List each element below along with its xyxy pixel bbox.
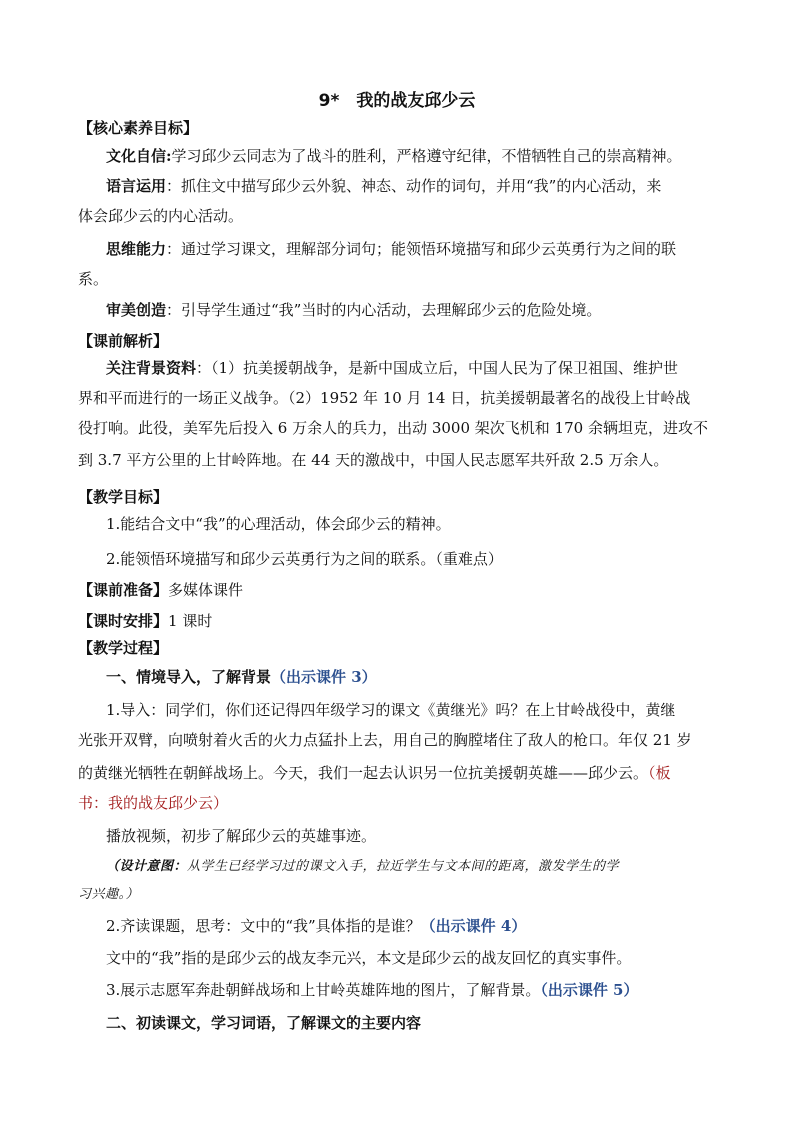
step-title: 一、情境导入，了解背景 — [106, 668, 272, 686]
heading-prep: 【课前准备】 — [78, 581, 169, 599]
question-two — [106, 916, 718, 936]
core-goal-language — [106, 176, 718, 196]
design-intent-text: 从学生已经学习过的课文入手，拉近学生与文本间的距离，激发学生的学 — [187, 859, 620, 874]
board-note-open: （板 — [648, 764, 671, 782]
intro-line: 光张开双臂，向喷射着火舌的火力点猛扑上去，用自己的胸膛堵住了敌人的枪口。年仅 21 岁 — [78, 731, 692, 749]
pre-analysis-line: 到 3.7 平方公里的上甘岭阵地。在 44 天的激战中，中国人民志愿军共歼敌 2.5 万余人。 — [78, 451, 669, 469]
core-goal-language-cont: 体会邱少云的内心活动。 — [78, 207, 244, 225]
teaching-goal-item: 2.能领悟环境描写和邱少云英勇行为之间的联系。（重难点） — [106, 550, 503, 568]
heading-process: 【教学过程】 — [78, 639, 169, 657]
question-text: 2.齐读课题，思考：文中的“我”具体指的是谁？ — [106, 917, 421, 935]
heading-schedule: 【课时安排】 — [78, 612, 169, 630]
teaching-goal-item: 1.能结合文中“我”的心理活动，体会邱少云的精神。 — [106, 515, 451, 533]
schedule-value: 1 课时 — [168, 612, 213, 630]
core-goal-label: 审美创造 — [106, 301, 167, 319]
schedule-line — [78, 611, 718, 631]
prep-value: 多媒体课件 — [168, 581, 244, 599]
intro-text: 的黄继光牺牲在朝鲜战场上。今天，我们一起去认识另一位抗美援朝英雄——邱少云。 — [78, 764, 649, 782]
slide-tag: （出示课件 3） — [271, 668, 377, 686]
core-goal-culture — [106, 146, 718, 166]
pre-analysis-text: ：（1）抗美援朝战争，是新中国成立后，中国人民为了保卫祖国、维护世 — [196, 359, 679, 377]
item-text: 3.展示志愿军奔赴朝鲜战场和上甘岭英雄阵地的图片，了解背景。 — [106, 981, 541, 999]
heading-pre-analysis: 【课前解析】 — [78, 332, 169, 350]
heading-core-goals: 【核心素养目标】 — [78, 119, 199, 137]
slide-tag: （出示课件 4） — [420, 917, 527, 935]
item-three — [106, 980, 718, 1000]
core-goal-aesthetic — [106, 300, 718, 320]
core-goal-label: 文化自信: — [106, 147, 172, 165]
answer-two: 文中的“我”指的是邱少云的战友李元兴，本文是邱少云的战友回忆的真实事件。 — [106, 949, 632, 967]
board-note-close: 书：我的战友邱少云） — [78, 794, 229, 812]
pre-analysis-line: 界和平而进行的一场正义战争。（2）1952 年 10 月 14 日，抗美援朝最著名的战役上甘岭战 — [78, 389, 691, 407]
design-intent-label: （设计意图： — [106, 859, 188, 874]
video-line: 播放视频，初步了解邱少云的英雄事迹。 — [106, 827, 377, 845]
core-goal-thinking-cont: 系。 — [78, 270, 109, 288]
core-goal-text: ：抓住文中描写邱少云外貌、神态、动作的词句，并用“我”的内心活动，来 — [166, 177, 662, 195]
core-goal-label: 思维能力 — [106, 240, 167, 258]
pre-analysis-line — [106, 358, 718, 378]
intro-line: 1.导入：同学们，你们还记得四年级学习的课文《黄继光》吗？在上甘岭战役中，黄继 — [106, 701, 676, 719]
design-intent — [106, 857, 746, 877]
core-goal-text: ：引导学生通过“我”当时的内心活动，去理解邱少云的危险处境。 — [166, 301, 602, 319]
step-two: 二、初读课文，学习词语，了解课文的主要内容 — [106, 1014, 422, 1032]
slide-tag: （出示课件 5） — [540, 981, 639, 999]
prep-line — [78, 580, 718, 600]
core-goal-text: 学习邱少云同志为了战斗的胜利，严格遵守纪律，不惜牺牲自己的崇高精神。 — [171, 147, 682, 165]
core-goal-thinking — [106, 239, 718, 259]
heading-teaching-goals: 【教学目标】 — [78, 488, 169, 506]
core-goal-label: 语言运用 — [106, 177, 167, 195]
pre-analysis-label: 关注背景资料 — [106, 359, 197, 377]
core-goal-text: ：通过学习课文，理解部分词句；能领悟环境描写和邱少云英勇行为之间的联 — [166, 240, 677, 258]
intro-line — [78, 763, 718, 783]
pre-analysis-line: 役打响。此役，美军先后投入 6 万余人的兵力，出动 3000 架次飞机和 170 余辆坦克，进攻不 — [78, 419, 708, 437]
design-intent-cont: 习兴趣。） — [78, 887, 140, 902]
page-title: 9* 我的战友邱少云 — [318, 91, 476, 111]
step-one — [106, 667, 718, 687]
